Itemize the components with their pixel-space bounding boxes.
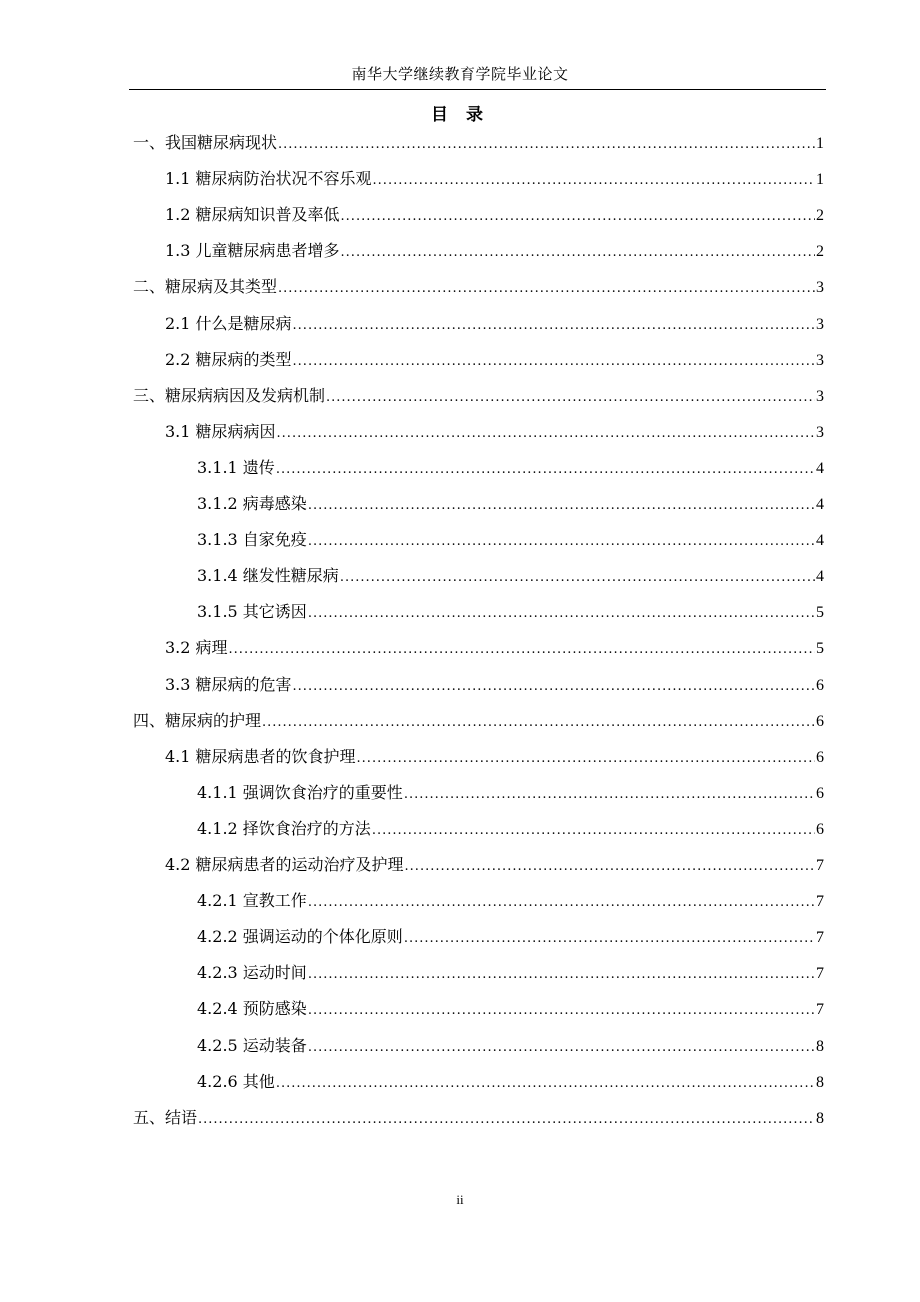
toc-dot-leader <box>308 600 815 628</box>
toc-entry-title: 1.2 糖尿病知识普及率低 <box>165 205 340 225</box>
toc-entry-title: 3.2 病理 <box>165 638 228 658</box>
toc-entry-page-number: 3 <box>816 315 824 333</box>
toc-entry[interactable] <box>133 382 824 410</box>
toc-entry-title: 三、糖尿病病因及发病机制 <box>133 385 326 405</box>
toc-entry[interactable] <box>165 201 824 229</box>
toc-dot-leader <box>404 925 815 953</box>
toc-entry-title: 4.2.1 宣教工作 <box>197 891 307 911</box>
toc-entry[interactable] <box>165 418 824 446</box>
toc-entry[interactable] <box>133 129 824 157</box>
toc-dot-leader <box>340 564 815 592</box>
toc-entry[interactable] <box>197 562 824 590</box>
toc-entry[interactable] <box>165 671 824 699</box>
toc-entry-title: 3.1 糖尿病病因 <box>165 421 276 441</box>
toc-entry-page-number: 5 <box>816 640 824 658</box>
toc-dot-leader <box>373 167 815 195</box>
toc-entry-page-number: 4 <box>816 568 824 586</box>
toc-dot-leader <box>308 997 815 1025</box>
toc-entry-page-number: 7 <box>816 929 824 947</box>
toc-entry[interactable] <box>197 887 824 915</box>
toc-entry-page-number: 8 <box>816 1073 824 1091</box>
toc-dot-leader <box>277 420 815 448</box>
toc-entry[interactable] <box>165 237 824 265</box>
toc-entry-page-number: 6 <box>816 712 824 730</box>
toc-entry[interactable] <box>165 165 824 193</box>
toc-entry-title: 4.1.1 强调饮食治疗的重要性 <box>197 782 403 802</box>
toc-entry-page-number: 4 <box>816 459 824 477</box>
toc-entry-title: 五、结语 <box>133 1107 198 1127</box>
toc-entry-title: 2.1 什么是糖尿病 <box>165 313 292 333</box>
toc-entry-page-number: 3 <box>816 387 824 405</box>
toc-dot-leader <box>404 781 815 809</box>
toc-entry-page-number: 7 <box>816 857 824 874</box>
toc-entry[interactable] <box>133 273 824 301</box>
toc-entry-page-number: 2 <box>816 243 824 261</box>
toc-entry[interactable] <box>197 1032 824 1060</box>
toc-entry-page-number: 3 <box>816 351 824 369</box>
toc-entry[interactable] <box>165 634 824 662</box>
toc-dot-leader <box>276 1070 815 1098</box>
toc-dot-leader <box>198 1106 815 1134</box>
toc-entry[interactable] <box>197 454 824 482</box>
toc-entry-title: 1.1 糖尿病防治状况不容乐观 <box>165 169 372 189</box>
toc-entry-page-number: 4 <box>816 496 824 513</box>
toc-entry[interactable] <box>197 779 824 807</box>
toc-entry-page-number: 6 <box>816 784 824 802</box>
toc-dot-leader <box>405 853 815 881</box>
toc-entry-page-number: 6 <box>816 748 824 766</box>
toc-entry-title: 4.2.5 运动装备 <box>197 1035 307 1055</box>
toc-entry-title: 4.2.4 预防感染 <box>197 999 307 1019</box>
toc-dot-leader <box>278 275 815 303</box>
toc-entry-title: 4.1.2 择饮食治疗的方法 <box>197 818 371 838</box>
toc-entry-page-number: 3 <box>816 279 824 297</box>
toc-title: 目 录 <box>431 105 489 125</box>
running-header-title: 南华大学继续教育学院毕业论文 <box>351 65 569 83</box>
toc-entry-page-number: 7 <box>816 893 824 911</box>
toc-entry-title: 2.2 糖尿病的类型 <box>165 349 292 369</box>
toc-entry[interactable] <box>197 923 824 951</box>
toc-dot-leader <box>326 384 815 412</box>
toc-entry[interactable] <box>197 995 824 1023</box>
toc-entry[interactable] <box>165 743 824 771</box>
toc-dot-leader <box>278 131 815 159</box>
toc-entry-page-number: 2 <box>816 207 824 225</box>
toc-entry[interactable] <box>133 1104 824 1132</box>
toc-entry-page-number: 7 <box>816 965 824 983</box>
toc-entry-title: 3.1.2 病毒感染 <box>197 494 307 513</box>
toc-entry-title: 3.3 糖尿病的危害 <box>165 674 292 694</box>
toc-entry-page-number: 1 <box>816 171 824 189</box>
toc-dot-leader <box>308 1034 815 1062</box>
toc-dot-leader <box>341 239 815 267</box>
toc-dot-leader <box>293 673 815 701</box>
toc-dot-leader <box>293 348 815 376</box>
toc-entry-page-number: 8 <box>816 1109 824 1127</box>
toc-entry-title: 4.1 糖尿病患者的饮食护理 <box>165 746 356 766</box>
header-divider <box>129 89 826 90</box>
toc-entry-title: 3.1.3 自家免疫 <box>197 530 307 550</box>
toc-entry[interactable] <box>197 1068 824 1096</box>
toc-entry[interactable] <box>197 490 824 518</box>
toc-entry-page-number: 1 <box>816 135 824 152</box>
toc-dot-leader <box>229 636 815 664</box>
toc-dot-leader <box>262 709 815 737</box>
toc-entry[interactable] <box>197 959 824 987</box>
toc-entry-page-number: 6 <box>816 676 824 694</box>
toc-entry-title: 四、糖尿病的护理 <box>133 710 262 730</box>
toc-dot-leader <box>308 961 815 989</box>
toc-entry-title: 二、糖尿病及其类型 <box>133 277 278 297</box>
toc-entry-page-number: 3 <box>816 423 824 441</box>
toc-dot-leader <box>293 312 815 340</box>
toc-entry[interactable] <box>165 346 824 374</box>
toc-dot-leader <box>308 492 815 520</box>
toc-entry[interactable] <box>165 310 824 338</box>
toc-entry-title: 3.1.5 其它诱因 <box>197 602 307 622</box>
toc-dot-leader <box>308 889 815 917</box>
toc-entry[interactable] <box>165 851 824 879</box>
toc-entry-title: 4.2.6 其他 <box>197 1071 275 1091</box>
toc-entry-title: 一、我国糖尿病现状 <box>133 133 278 152</box>
toc-entry-page-number: 7 <box>816 1001 824 1019</box>
toc-entry-title: 4.2.2 强调运动的个体化原则 <box>197 927 403 947</box>
toc-dot-leader <box>276 456 815 484</box>
toc-entry-page-number: 4 <box>816 532 824 550</box>
toc-entry-title: 4.2.3 运动时间 <box>197 963 307 983</box>
toc-entry[interactable] <box>197 815 824 843</box>
toc-entry[interactable] <box>133 707 824 735</box>
toc-entry-page-number: 6 <box>816 820 824 838</box>
footer-page-number: ii <box>456 1192 464 1207</box>
toc-entry[interactable] <box>197 526 824 554</box>
toc-entry-page-number: 5 <box>816 604 824 622</box>
toc-entry-title: 3.1.1 遗传 <box>197 457 275 477</box>
toc-entry-title: 3.1.4 继发性糖尿病 <box>197 566 339 586</box>
toc-entry-title: 4.2 糖尿病患者的运动治疗及护理 <box>165 855 404 874</box>
toc-entry-page-number: 8 <box>816 1037 824 1055</box>
toc-dot-leader <box>341 203 815 231</box>
toc-entry[interactable] <box>197 598 824 626</box>
toc-dot-leader <box>372 817 815 845</box>
toc-entry-title: 1.3 儿童糖尿病患者增多 <box>165 241 340 261</box>
toc-dot-leader <box>308 528 815 556</box>
toc-dot-leader <box>357 745 815 773</box>
